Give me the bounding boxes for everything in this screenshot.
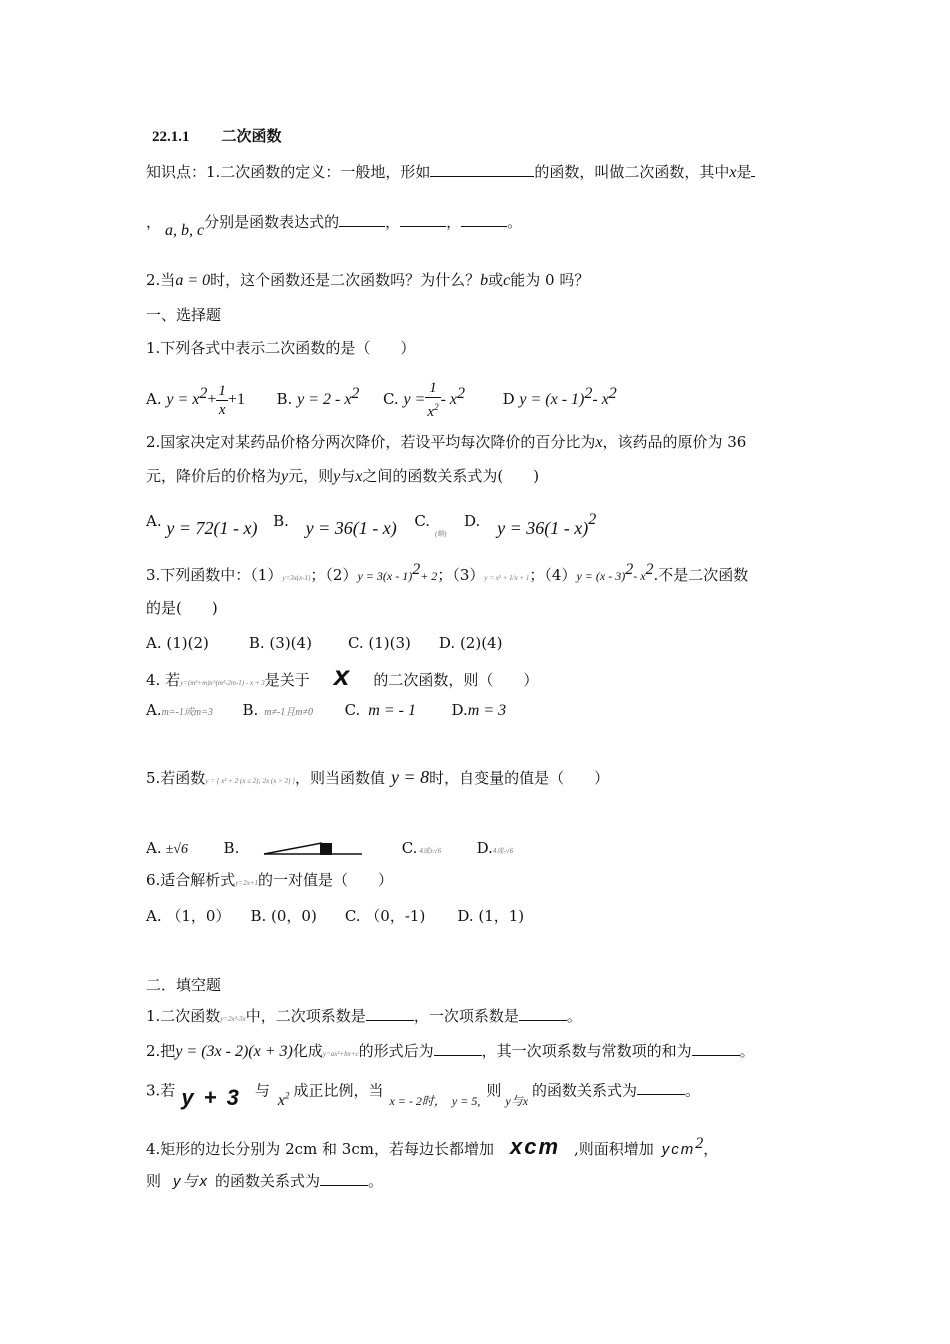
option: A. (1)(2) bbox=[146, 634, 209, 652]
option: B. (0，0) bbox=[250, 907, 317, 925]
s1q1-stem: 1.下列各式中表示二次函数的是（ ） bbox=[146, 339, 416, 357]
fraction: $\frac{1}{x^2}$ bbox=[427, 380, 439, 420]
option: A. （1，0） bbox=[146, 907, 231, 925]
blank bbox=[339, 212, 385, 227]
s1q4-options: A.m=-1或m=3 B. m≠-1且m≠0 C. m = - 1 D.m = 3 bbox=[146, 701, 507, 719]
blank bbox=[461, 212, 507, 227]
section-choice: 一、选择题 bbox=[146, 306, 222, 324]
blank bbox=[637, 1080, 685, 1095]
s1q6-stem: 6.适合解析式y=2x+1的一对值是（ ） bbox=[146, 871, 393, 889]
intro-question: 2.当a = 0时，这个函数还是二次函数吗？为什么？b或c能为 0 吗？ bbox=[146, 271, 590, 289]
option: C. （0，-1) bbox=[344, 907, 426, 925]
s1q1-options: A. $y = x^2+$ $\frac{1}{x}$ +1 B. $y = 2 - x^2$ C. y = $\frac{1}{x^2}$ - $x^2$ D y = (x - 1)$^2$- $x^2$ bbox=[146, 380, 617, 420]
title-number: 22.1.1 bbox=[152, 129, 190, 145]
s2q4-line-2: 则 y与x 的函数关系式为 。 bbox=[146, 1172, 384, 1190]
option: D. (2)(4) bbox=[438, 634, 503, 652]
s1q2-line-2: 元，降价后的价格为y元，则y与x之间的函数关系式为( ) bbox=[146, 467, 540, 485]
s1q4-stem: 4. 若y=(m²+m)x^(m²-2m-1) - x + 3是关于 x 的二次函数，则（ ） bbox=[146, 660, 539, 691]
s1q6-options bbox=[146, 906, 524, 926]
s1q3-line-1: 3.下列函数中：（1）y=3x(x-1)；（2）y = 3(x - 1)$^2$+ 2；（3）y = x² + 1/x + 1；（4）y = (x - 3)$^2$- $x^2$.不是二次函数 bbox=[146, 561, 749, 584]
s2q2: 2.把y = (3x - 2)(x + 3)化成y=ax²+bx+c的形式后为 ，其一次项系数与常数项的和为 。 bbox=[146, 1042, 755, 1060]
knowledge-line-1: 知识点：1.二次函数的定义：一般地，形如 的函数，叫做二次函数，其中x是 bbox=[146, 162, 755, 183]
blank bbox=[320, 1171, 368, 1186]
blank bbox=[692, 1041, 740, 1056]
garbled-formula-image bbox=[262, 840, 372, 858]
s1q2-options: A. y = 72(1 - x) B. y = 36(1 - x) C. $_{(略)}$ D. y = 36(1 - x)$^2$ bbox=[146, 511, 597, 538]
fraction: $\frac{1}{x}$ bbox=[218, 382, 226, 418]
blank bbox=[519, 1006, 567, 1021]
section-fill-blank: 二．填空题 bbox=[146, 976, 222, 994]
option: D. (1，1) bbox=[457, 907, 525, 925]
title-text: 二次函数 bbox=[221, 129, 282, 145]
s2q1: 1.二次函数y=2x²-3x中，二次项系数是 ，一次项系数是 。 bbox=[146, 1007, 582, 1025]
page-title bbox=[152, 127, 282, 147]
s1q3-options bbox=[146, 633, 502, 653]
blank bbox=[366, 1006, 414, 1021]
s1q3-line-2: 的是( ) bbox=[146, 599, 218, 617]
s1q5-options: A. ±√6 B. C. 4或±√6 D.4或-√6 bbox=[146, 839, 514, 857]
option: B. (3)(4) bbox=[248, 634, 312, 652]
knowledge-line-2: ， a, b, c分别是函数表达式的 ， ， 。 bbox=[146, 213, 523, 239]
s1q5-stem: 5.若函数y = { x² + 2 (x ≤ 2); 2x (x > 2) }，则当函数值 y = 8时，自变量的值是（ ） bbox=[146, 767, 610, 787]
s1q2-line-1: 2.国家决定对某药品价格分两次降价，若设平均每次降价的百分比为x，该药品的原价为 36 bbox=[146, 433, 747, 451]
s2q4-line-1: 4.矩形的边长分别为 2cm 和 3cm，若每边长都增加 xcm ,则面积增加 ycm$^2$， bbox=[146, 1134, 719, 1159]
s2q3: 3.若 y + 3 与$x^2$ 成正比例，当$_{x = - 2时,}$ $_{y = 5,}$则$_{y与x}$的函数关系式为 。 bbox=[146, 1081, 701, 1111]
blank bbox=[434, 1041, 482, 1056]
blank bbox=[430, 162, 534, 177]
blank bbox=[400, 212, 446, 227]
option: C. (1)(3) bbox=[347, 634, 411, 652]
